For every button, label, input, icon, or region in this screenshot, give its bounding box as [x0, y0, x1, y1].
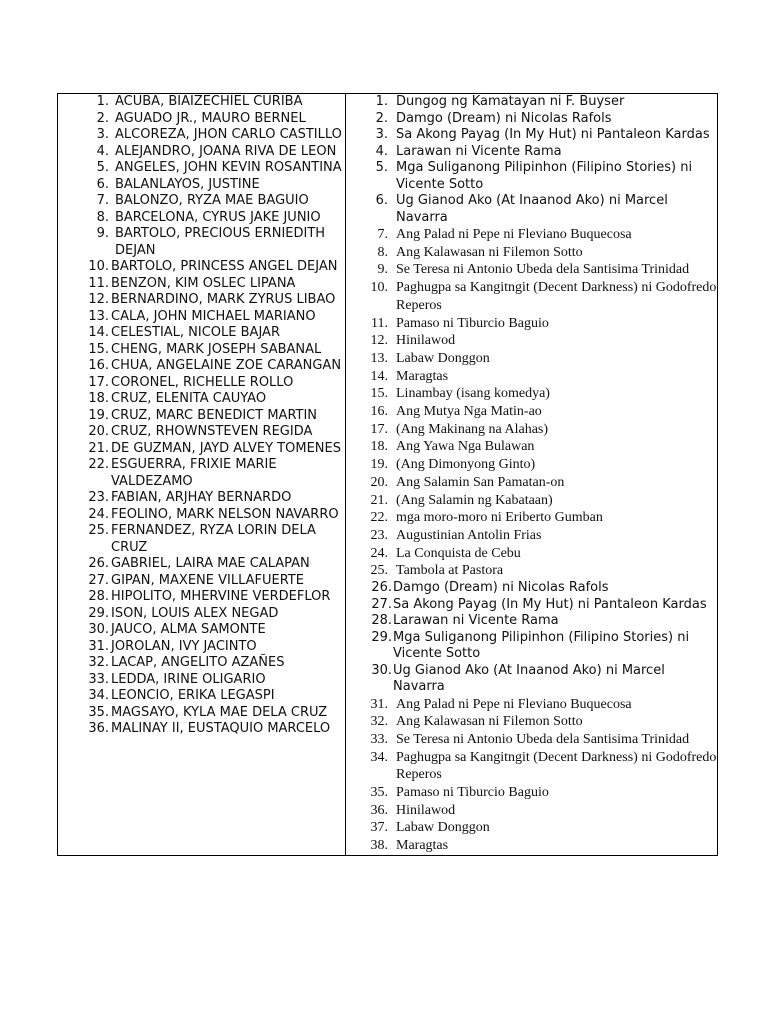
literary-work-title: Larawan ni Vicente Rama	[396, 143, 562, 159]
literary-work-title: (Ang Makinang na Alahas)	[396, 421, 549, 437]
student-name-list	[58, 94, 345, 738]
list-item-number: 32.	[370, 714, 388, 730]
list-item-number: 36.	[88, 721, 109, 736]
list-item	[58, 556, 345, 573]
list-item	[58, 639, 345, 656]
list-item	[346, 111, 717, 128]
list-item-number: 16.	[370, 404, 388, 420]
list-item	[346, 731, 717, 749]
literary-work-title: Ang Yawa Nga Bulawan	[396, 439, 535, 455]
student-name: CHUA, ANGELAINE ZOE CARANGAN	[111, 358, 342, 373]
student-name: BARTOLO, PRECIOUS ERNIEDITH DEJAN	[115, 226, 326, 258]
list-item	[346, 421, 717, 439]
student-name: BARCELONA, CYRUS JAKE JUNIO	[115, 209, 321, 225]
list-item	[58, 622, 345, 639]
list-item	[346, 527, 717, 545]
list-item-number: 6.	[96, 176, 109, 192]
list-item-number: 14.	[370, 368, 388, 384]
list-item	[58, 573, 345, 590]
list-item	[346, 597, 717, 614]
literary-work-title: Pamaso ni Tiburcio Baguio	[396, 315, 549, 331]
list-item	[346, 332, 717, 350]
literary-work-title: Hinilawod	[396, 333, 456, 349]
list-item	[58, 127, 345, 144]
list-item-number: 38.	[370, 838, 388, 854]
list-item-number: 22.	[88, 457, 109, 472]
list-item-number: 17.	[88, 374, 109, 390]
literary-work-title: Linambay (isang komedya)	[396, 386, 550, 402]
literary-work-title: Ang Salamin San Pamatan-on	[396, 474, 565, 490]
list-item	[346, 261, 717, 279]
list-item	[346, 545, 717, 563]
list-item	[58, 655, 345, 672]
list-item	[58, 111, 345, 128]
list-item-number: 27.	[371, 596, 392, 612]
list-item	[58, 226, 345, 259]
student-name: CORONEL, RICHELLE ROLLO	[111, 374, 294, 390]
list-item	[346, 663, 717, 696]
student-name: ALEJANDRO, JOANA RIVA DE LEON	[115, 143, 337, 159]
list-item-number: 1.	[375, 94, 388, 109]
list-item-number: 7.	[377, 227, 388, 242]
student-name: MAGSAYO, KYLA MAE DELA CRUZ	[111, 704, 328, 720]
list-item-number: 33.	[370, 731, 388, 747]
list-item	[346, 492, 717, 510]
list-item	[58, 358, 345, 375]
list-item-number: 18.	[88, 391, 109, 406]
list-item	[346, 837, 717, 855]
list-item	[346, 438, 717, 456]
literary-work-title: Hinilawod	[396, 802, 456, 818]
student-name: BENZON, KIM OSLEC LIPANA	[111, 275, 296, 291]
list-item	[58, 688, 345, 705]
list-item-number: 2.	[375, 110, 388, 126]
list-item-number: 32.	[88, 655, 109, 670]
student-name: ALCOREZA, JHON CARLO CASTILLO	[115, 127, 342, 142]
list-item-number: 10.	[370, 280, 388, 296]
list-item-number: 22.	[370, 510, 388, 526]
list-item-number: 17.	[370, 421, 388, 437]
list-item	[58, 490, 345, 507]
list-item-number: 31.	[370, 696, 388, 712]
student-name: GABRIEL, LAIRA MAE CALAPAN	[111, 556, 310, 571]
list-item	[58, 177, 345, 194]
list-item-number: 5.	[375, 160, 388, 175]
list-item-number: 30.	[88, 622, 109, 637]
list-item-number: 36.	[370, 802, 388, 818]
list-item-number: 4.	[96, 143, 109, 159]
literary-work-title: Paghugpa sa Kangitngit (Decent Darkness) ni Godofredo Reperos	[396, 749, 717, 783]
student-name: AGUADO JR., MAURO BERNEL	[115, 110, 306, 126]
list-item-number: 15.	[370, 386, 388, 402]
literary-work-title: Augustinian Antolin Frias	[396, 527, 542, 543]
list-item	[346, 713, 717, 731]
list-item	[346, 403, 717, 421]
student-name: DE GUZMAN, JAYD ALVEY TOMENES	[111, 440, 341, 456]
list-item	[58, 342, 345, 359]
list-item	[58, 589, 345, 606]
student-name: HIPOLITO, MHERVINE VERDEFLOR	[111, 589, 331, 604]
list-item	[346, 350, 717, 368]
list-item-number: 11.	[371, 315, 388, 331]
list-item	[346, 193, 717, 226]
list-item-number: 18.	[370, 439, 388, 455]
student-name: CHENG, MARK JOSEPH SABANAL	[111, 341, 322, 357]
literary-work-title: Ang Kalawasan ni Filemon Sotto	[396, 244, 583, 260]
literary-work-title: Ang Kalawasan ni Filemon Sotto	[396, 714, 583, 730]
list-item-number: 33.	[88, 671, 109, 687]
list-item	[58, 160, 345, 177]
list-item-number: 23.	[370, 527, 388, 543]
literary-work-title: Dungog ng Kamatayan ni F. Buyser	[396, 94, 625, 109]
list-item	[346, 315, 717, 333]
list-item-number: 3.	[96, 127, 109, 142]
student-name: BERNARDINO, MARK ZYRUS LIBAO	[111, 292, 336, 307]
literary-work-title: Sa Akong Payag (In My Hut) ni Pantaleon Kardas	[396, 127, 710, 142]
list-item	[58, 276, 345, 293]
list-item-number: 9.	[96, 226, 109, 241]
list-item-number: 34.	[88, 688, 109, 703]
student-name: CRUZ, ELENITA CAUYAO	[111, 391, 267, 406]
list-item-number: 13.	[370, 350, 388, 366]
list-item	[58, 507, 345, 524]
literary-work-title: Paghugpa sa Kangitngit (Decent Darkness) ni Godofredo Reperos	[396, 280, 717, 313]
list-item-number: 15.	[88, 341, 109, 357]
list-item	[58, 292, 345, 309]
list-item	[58, 144, 345, 161]
student-name: LACAP, ANGELITO AZAÑES	[111, 655, 285, 670]
list-item	[58, 210, 345, 227]
list-item-number: 8.	[377, 244, 388, 260]
list-item	[346, 279, 717, 314]
literary-work-title: La Conquista de Cebu	[396, 545, 521, 561]
list-item	[58, 672, 345, 689]
list-item-number: 29.	[371, 629, 392, 645]
list-item-number: 26.	[88, 556, 109, 571]
list-item-number: 28.	[88, 589, 109, 604]
list-item-number: 13.	[88, 308, 109, 324]
literary-work-title: Ang Mutya Nga Matin-ao	[396, 404, 542, 420]
list-item-number: 25.	[88, 523, 109, 538]
student-name: CELESTIAL, NICOLE BAJAR	[111, 325, 280, 340]
student-name: JAUCO, ALMA SAMONTE	[111, 622, 266, 637]
list-item	[346, 456, 717, 474]
list-item-number: 27.	[88, 572, 109, 588]
student-name: FEOLINO, MARK NELSON NAVARRO	[111, 506, 339, 522]
list-item	[58, 391, 345, 408]
list-item	[346, 368, 717, 386]
student-name: BALONZO, RYZA MAE BAGUIO	[115, 193, 309, 208]
document-table	[57, 93, 718, 856]
list-item	[58, 94, 345, 111]
list-item	[346, 580, 717, 597]
list-item-number: 10.	[88, 259, 109, 274]
list-item-number: 12.	[88, 292, 109, 307]
list-item	[58, 441, 345, 458]
literary-work-title: Damgo (Dream) ni Nicolas Rafols	[393, 580, 609, 596]
list-item-number: 21.	[88, 440, 109, 456]
literary-work-title: Ang Palad ni Pepe ni Fleviano Buquecosa	[396, 227, 632, 242]
list-item	[346, 474, 717, 492]
list-item-number: 12.	[370, 333, 388, 349]
list-item	[346, 613, 717, 630]
list-item-number: 6.	[375, 193, 388, 208]
literary-work-title: Mga Suliganong Pilipinhon (Filipino Stories) ni Vicente Sotto	[393, 629, 690, 662]
list-item	[58, 309, 345, 326]
list-item-number: 23.	[88, 490, 109, 505]
student-name: FABIAN, ARJHAY BERNARDO	[111, 490, 292, 505]
literary-work-title: Larawan ni Vicente Rama	[393, 613, 559, 629]
literary-work-title: Ug Gianod Ako (At Inaanod Ako) ni Marcel Navarra	[393, 662, 665, 695]
list-item	[346, 749, 717, 784]
list-item	[346, 226, 717, 244]
list-item-number: 31.	[88, 638, 109, 654]
student-name: BARTOLO, PRINCESS ANGEL DEJAN	[111, 259, 338, 274]
literary-work-title: Damgo (Dream) ni Nicolas Rafols	[396, 110, 612, 126]
student-name: ACUBA, BIAIZECHIEL CURIBA	[115, 94, 303, 109]
list-item-number: 25.	[370, 563, 388, 579]
list-item-number: 26.	[371, 580, 392, 596]
list-item	[58, 325, 345, 342]
list-item-number: 1.	[96, 94, 109, 109]
list-item	[346, 509, 717, 527]
student-name: CRUZ, RHOWNSTEVEN REGIDA	[111, 424, 313, 439]
list-item-number: 19.	[370, 457, 388, 473]
list-item-number: 16.	[88, 358, 109, 373]
list-item	[58, 424, 345, 441]
list-item	[58, 408, 345, 425]
literary-work-title: Tambola at Pastora	[396, 563, 504, 579]
list-item	[58, 259, 345, 276]
list-item	[58, 721, 345, 738]
list-item	[346, 802, 717, 820]
list-item-number: 8.	[96, 209, 109, 225]
literary-works-column	[346, 94, 718, 856]
student-name: ANGELES, JOHN KEVIN ROSANTINA	[115, 160, 342, 175]
literary-work-title: Maragtas	[396, 368, 449, 384]
list-item-number: 24.	[370, 545, 388, 561]
list-item-number: 24.	[88, 506, 109, 522]
student-name: BALANLAYOS, JUSTINE	[115, 176, 260, 192]
literary-work-title: (Ang Dimonyong Ginto)	[396, 457, 536, 473]
list-item	[58, 523, 345, 556]
list-item-number: 35.	[88, 704, 109, 720]
student-name: FERNANDEZ, RYZA LORIN DELA CRUZ	[111, 523, 316, 555]
literary-work-title: Sa Akong Payag (In My Hut) ni Pantaleon Kardas	[393, 596, 707, 612]
list-item-number: 19.	[88, 407, 109, 423]
list-item	[346, 696, 717, 714]
list-item-number: 28.	[371, 613, 392, 629]
list-item	[346, 94, 717, 111]
list-item-number: 9.	[377, 262, 388, 278]
student-name: JOROLAN, IVY JACINTO	[111, 638, 257, 654]
student-name: MALINAY II, EUSTAQUIO MARCELO	[111, 721, 331, 736]
list-item	[346, 819, 717, 837]
literary-work-title: Maragtas	[396, 838, 449, 854]
literary-work-title: Labaw Donggon	[396, 820, 490, 836]
student-name: LEDDA, IRINE OLIGARIO	[111, 671, 266, 687]
list-item-number: 37.	[370, 820, 388, 836]
list-item-number: 29.	[88, 605, 109, 621]
list-item	[58, 606, 345, 623]
list-item	[346, 385, 717, 403]
literary-work-title: Se Teresa ni Antonio Ubeda dela Santisima Trinidad	[396, 262, 690, 278]
list-item	[346, 127, 717, 144]
list-item-number: 3.	[375, 127, 388, 142]
literary-work-title: Mga Suliganong Pilipinhon (Filipino Stories) ni Vicente Sotto	[396, 160, 693, 192]
student-name: CALA, JOHN MICHAEL MARIANO	[111, 308, 316, 324]
list-item-number: 5.	[96, 160, 109, 175]
student-name: ESGUERRA, FRIXIE MARIE VALDEZAMO	[111, 457, 277, 489]
list-item-number: 2.	[96, 110, 109, 126]
list-item-number: 35.	[370, 785, 388, 801]
literary-work-title: Ang Palad ni Pepe ni Fleviano Buquecosa	[396, 696, 632, 712]
list-item-number: 34.	[370, 749, 388, 765]
list-item	[58, 375, 345, 392]
list-item	[58, 705, 345, 722]
list-item-number: 4.	[375, 143, 388, 159]
list-item	[346, 784, 717, 802]
literary-work-title: Se Teresa ni Antonio Ubeda dela Santisima Trinidad	[396, 731, 690, 747]
list-item	[346, 144, 717, 161]
list-item	[346, 630, 717, 663]
list-item-number: 14.	[88, 325, 109, 340]
literary-work-title: Ug Gianod Ako (At Inaanod Ako) ni Marcel Navarra	[396, 193, 668, 225]
list-item	[58, 193, 345, 210]
literary-work-title: (Ang Salamin ng Kabataan)	[396, 492, 553, 508]
list-item	[346, 562, 717, 580]
list-item	[346, 160, 717, 193]
list-item-number: 21.	[370, 492, 388, 508]
literary-works-list	[346, 94, 717, 855]
student-name: GIPAN, MAXENE VILLAFUERTE	[111, 572, 304, 588]
list-item	[346, 244, 717, 262]
literary-work-title: Pamaso ni Tiburcio Baguio	[396, 785, 549, 801]
list-item	[58, 457, 345, 490]
literary-work-title: Labaw Donggon	[396, 350, 490, 366]
list-item-number: 11.	[88, 275, 109, 291]
student-names-column	[58, 94, 346, 856]
literary-work-title: mga moro-moro ni Eriberto Gumban	[396, 510, 603, 526]
student-name: ISON, LOUIS ALEX NEGAD	[111, 605, 279, 621]
list-item-number: 30.	[371, 662, 392, 678]
table-row	[58, 94, 718, 856]
student-name: CRUZ, MARC BENEDICT MARTIN	[111, 407, 318, 423]
list-item-number: 20.	[370, 474, 388, 490]
list-item-number: 20.	[88, 424, 109, 439]
list-item-number: 7.	[96, 193, 109, 208]
student-name: LEONCIO, ERIKA LEGASPI	[111, 688, 275, 703]
